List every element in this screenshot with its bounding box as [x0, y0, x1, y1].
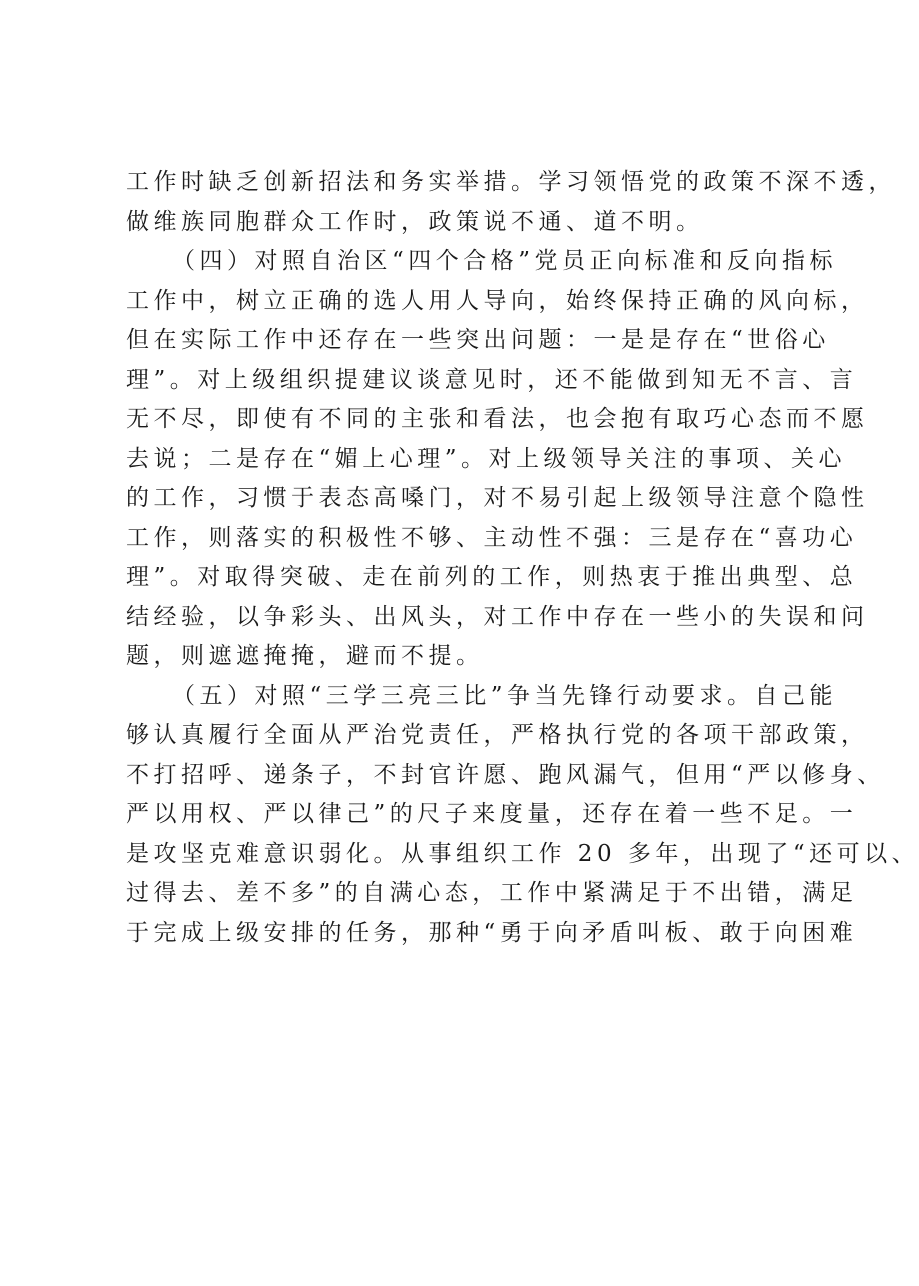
paragraph-2-line-4: 理”。对上级组织提建议谈意见时，还不能做到知无不言、言: [126, 366, 858, 393]
paragraph-3-line-1: （五）对照“三学三亮三比”争当先锋行动要求。自己能: [172, 682, 838, 709]
paragraph-2-line-5: 无不尽，即使有不同的主张和看法，也会抱有取巧心态而不愿: [126, 406, 869, 432]
paragraph-3-line-7: 于完成上级安排的任务，那种“勇于向矛盾叫板、敢于向困难: [126, 919, 858, 946]
paragraph-2-line-6: 去说；二是存在“媚上心理”。对上级领导关注的事项、关心: [126, 445, 847, 472]
document-body: [126, 163, 919, 953]
paragraph-2-line-8: 工作，则落实的积极性不够、主动性不强：三是存在“喜功心: [126, 524, 858, 551]
paragraph-2-line-2: 工作中，树立正确的选人用人导向，始终保持正确的风向标，: [126, 287, 869, 314]
paragraph-2-line-7: 的工作，习惯于表态高嗓门，对不易引起上级领导注意个隐性: [126, 485, 869, 511]
paragraph-3-line-3: 不打招呼、递条子，不封官许愿、跑风漏气，但用“严以修身、: [126, 761, 885, 788]
paragraph-3-line-6: 过得去、差不多”的自满心态，工作中紧满足于不出错，满足: [126, 880, 858, 906]
paragraph-2-line-10: 结经验，以争彩头、出风头，对工作中存在一些小的失误和问: [126, 603, 869, 630]
paragraph-2-line-9: 理”。对取得突破、走在前列的工作，则热衷于推出典型、总: [126, 564, 858, 590]
paragraph-3-line-4: 严以用权、严以律己”的尺子来度量，还存在着一些不足。一: [126, 801, 858, 827]
paragraph-2-line-1: （四）对照自治区“四个合格”党员正向标准和反向指标: [172, 248, 838, 274]
paragraph-1-line-2: 做维族同胞群众工作时，政策说不通、道不明。: [126, 208, 704, 235]
paragraph-2-line-11: 题，则遮遮掩掩，避而不提。: [126, 643, 484, 669]
paragraph-3-line-5: 是攻坚克难意识弱化。从事组织工作 20 多年，出现了“还可以、: [126, 840, 919, 867]
paragraph-1-line-1: 工作时缺乏创新招法和务实举措。学习领悟党的政策不深不透，: [126, 169, 896, 195]
paragraph-2-line-3: 但在实际工作中还存在一些突出问题：一是是存在“世俗心: [126, 327, 830, 353]
paragraph-3-line-2: 够认真履行全面从严治党责任，严格执行党的各项干部政策，: [126, 722, 869, 748]
